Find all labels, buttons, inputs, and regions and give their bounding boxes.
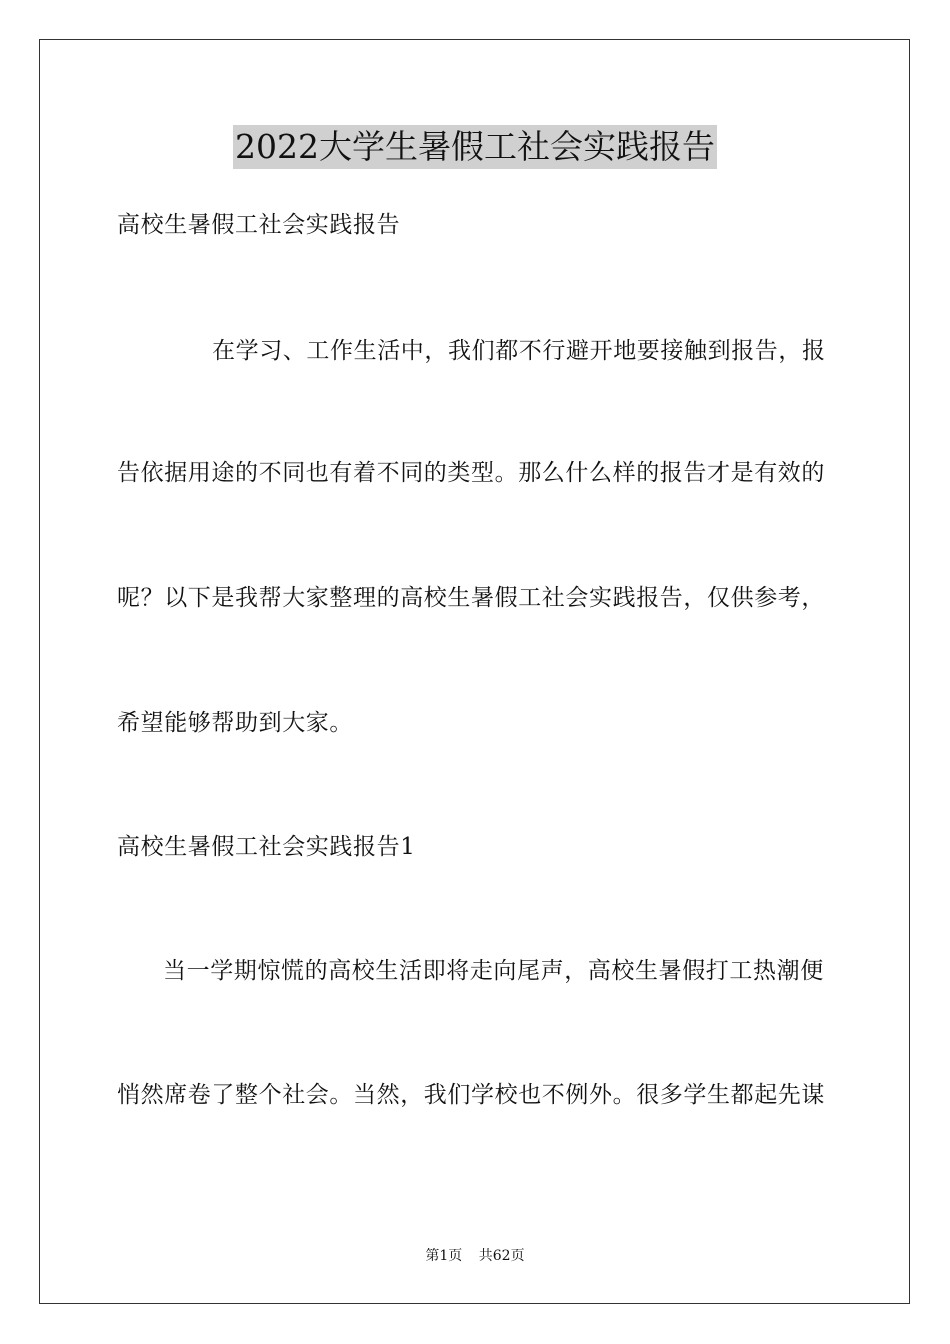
page-number: 第1页 bbox=[425, 1248, 463, 1264]
title-container bbox=[0, 125, 950, 169]
intro-paragraph-line-4: 希望能够帮助到大家。 bbox=[117, 710, 353, 736]
section-heading: 高校生暑假工社会实践报告1 bbox=[117, 834, 416, 860]
intro-paragraph-line-1: 在学习、工作生活中，我们都不行避开地要接触到报告，报 bbox=[212, 338, 826, 364]
intro-paragraph-line-3: 呢？以下是我帮大家整理的高校生暑假工社会实践报告，仅供参考， bbox=[117, 585, 825, 611]
intro-paragraph-line-2: 告依据用途的不同也有着不同的类型。那么什么样的报告才是有效的 bbox=[117, 460, 825, 486]
page-footer bbox=[0, 1246, 950, 1266]
section-paragraph-line-1: 当一学期惊慌的高校生活即将走向尾声，高校生暑假打工热潮便 bbox=[163, 958, 824, 984]
document-subtitle: 高校生暑假工社会实践报告 bbox=[117, 212, 401, 238]
section-paragraph-line-2: 悄然席卷了整个社会。当然，我们学校也不例外。很多学生都起先谋 bbox=[117, 1082, 825, 1108]
document-title: 2022大学生暑假工社会实践报告 bbox=[233, 125, 717, 169]
page-total: 共62页 bbox=[478, 1248, 525, 1264]
